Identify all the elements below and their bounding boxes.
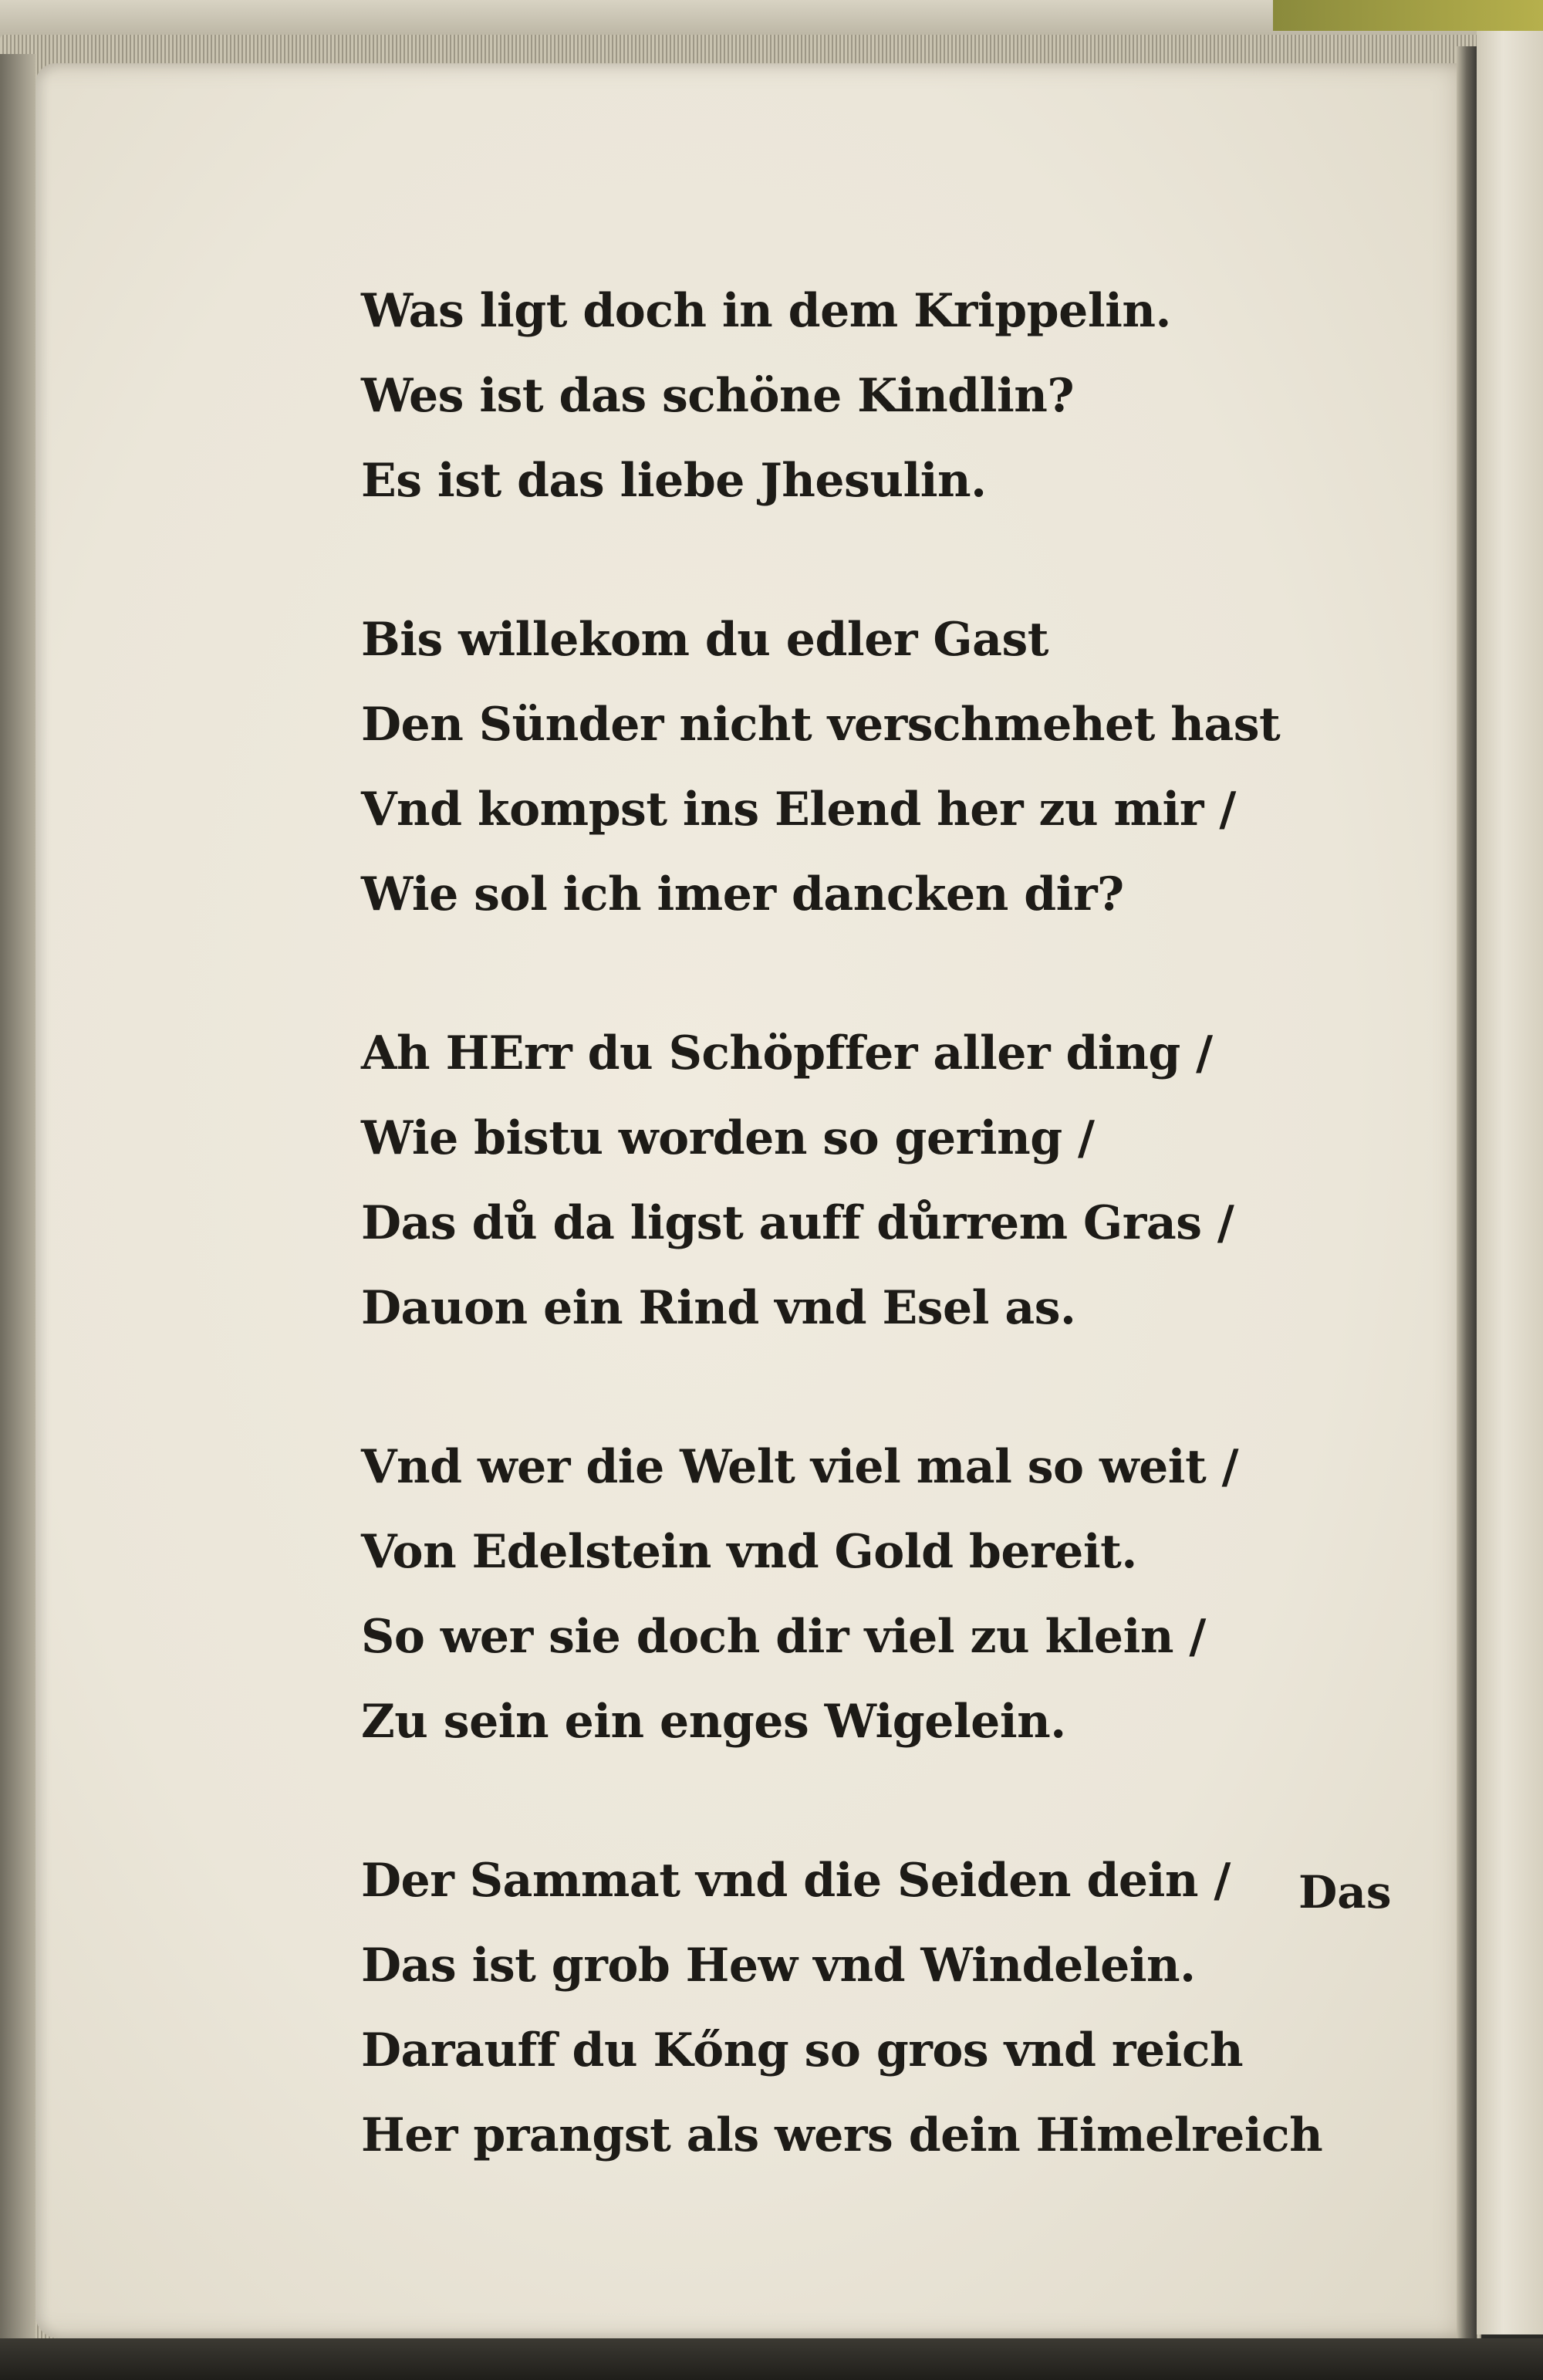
stanza-5 — [361, 1838, 1426, 2178]
verse-line: Wie bistu worden so gering / — [361, 1111, 1095, 1165]
verse-line: So wer sie doch dir viel zu klein / — [361, 1610, 1206, 1664]
verse-line: Wes ist das schöne Kindlin? — [361, 369, 1075, 423]
verse-line: Es ist das liebe Jhesulin. — [361, 454, 987, 508]
verse-line: Was ligt doch in dem Krippelin. — [361, 284, 1171, 338]
book-gutter — [1457, 46, 1477, 2350]
book-bottom-edge — [0, 2338, 1543, 2380]
stanza-3 — [361, 1011, 1426, 1351]
catchword: Das — [1298, 1866, 1392, 1919]
page-edge-shadow — [0, 54, 35, 2354]
verse-line: Das ist grob Hew vnd Windelein. — [361, 1939, 1196, 1993]
verse-line: Den Sünder nicht verschmehet hast — [361, 698, 1281, 752]
verse-line: Vnd wer die Welt viel mal so weit / — [361, 1440, 1239, 1494]
verse-line: Her prangst als wers dein Himelreich — [361, 2108, 1323, 2162]
poem-text — [361, 269, 1426, 2162]
verse-line: Dauon ein Rind vnd Esel as. — [361, 1281, 1076, 1335]
verse-line: Ah HErr du Schöpffer aller ding / — [361, 1026, 1213, 1080]
verse-line: Zu sein ein enges Wigelein. — [361, 1695, 1066, 1749]
verse-line: Wie sol ich imer dancken dir? — [361, 867, 1124, 921]
verse-line: Der Sammat vnd die Seiden dein / — [361, 1854, 1231, 1908]
verse-line: Darauff du Kőng so gros vnd reich — [361, 2023, 1244, 2077]
facing-page-edge — [1477, 31, 1543, 2334]
stanza-4 — [361, 1425, 1426, 1764]
verse-line: Das dů da ligst auff důrrem Gras / — [361, 1196, 1234, 1250]
stanza-2 — [361, 597, 1426, 937]
verse-line: Bis willekom du edler Gast — [361, 613, 1049, 667]
verse-line: Vnd kompst ins Elend her zu mir / — [361, 783, 1236, 837]
stanza-1 — [361, 269, 1426, 523]
bookmark-ribbon — [1273, 0, 1543, 31]
verse-line: Von Edelstein vnd Gold bereit. — [361, 1525, 1137, 1579]
